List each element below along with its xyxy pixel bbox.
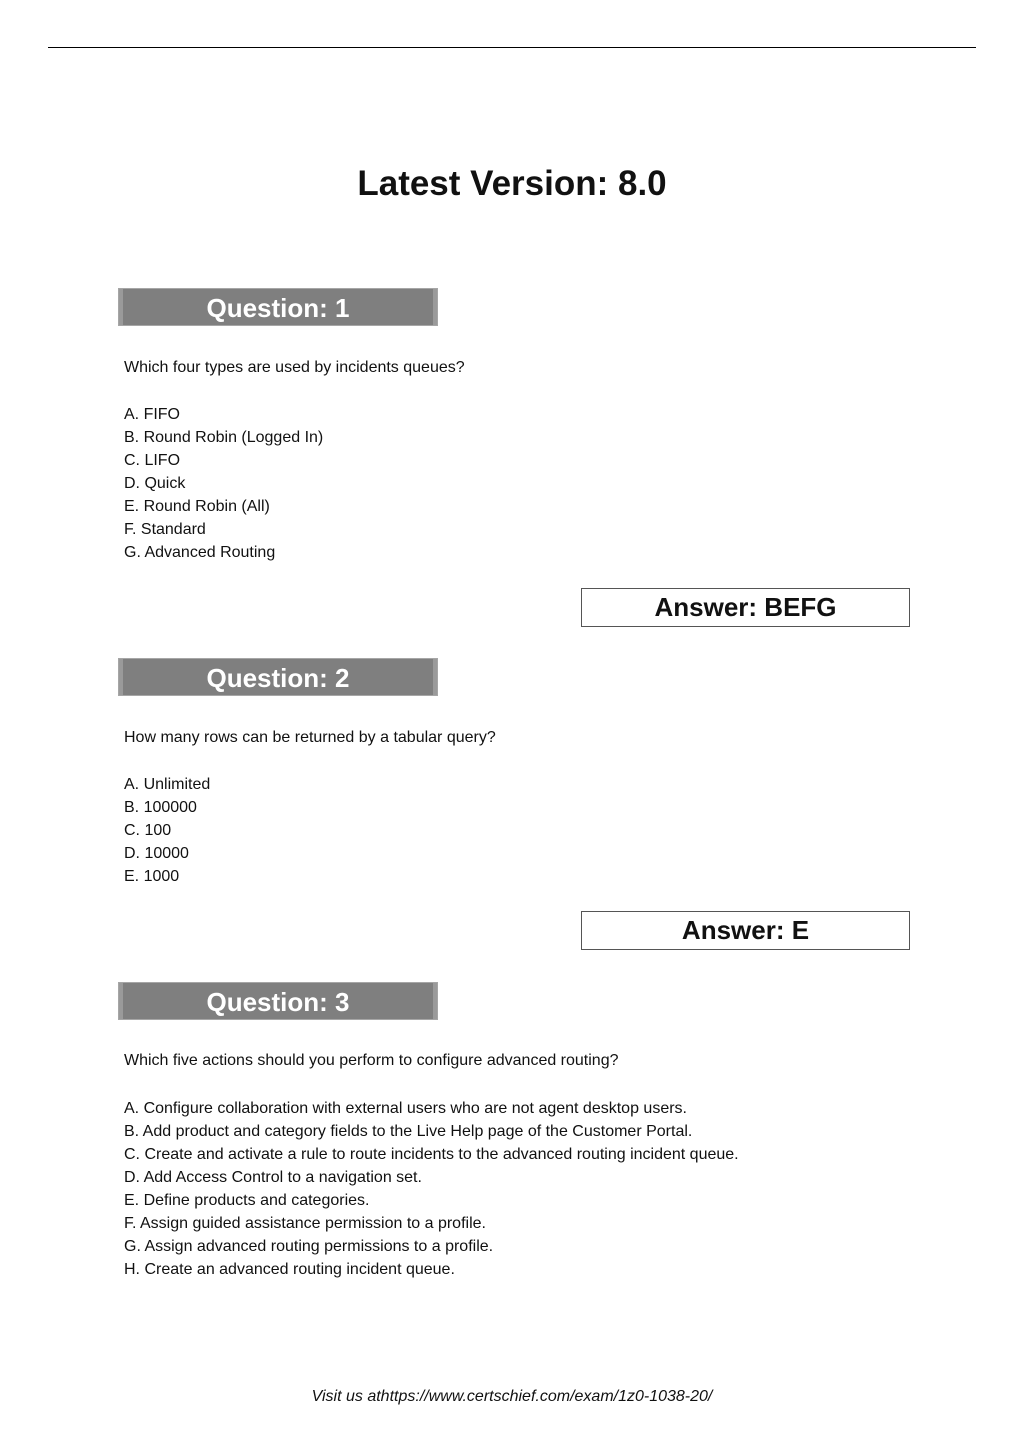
page-title: Latest Version: 8.0 (357, 164, 667, 203)
option-item: E. 1000 (124, 868, 180, 885)
footer-visit-link[interactable]: Visit us athttps://www.certschief.com/exam/1z0-1038-20/ (311, 1388, 713, 1405)
option-item: G. Assign advanced routing permissions to a profile. (124, 1238, 494, 1255)
option-item: E. Define products and categories. (124, 1192, 370, 1209)
option-item: G. Advanced Routing (124, 544, 276, 561)
option-item: C. 100 (124, 822, 172, 839)
option-item: B. 100000 (124, 799, 197, 816)
question-2-options (124, 773, 210, 888)
question-1-answer: Answer: BEFG (581, 588, 910, 627)
option-item: E. Round Robin (All) (124, 498, 270, 515)
option-item: B. Round Robin (Logged In) (124, 429, 324, 446)
question-1-header (118, 288, 438, 326)
question-2-header (118, 658, 438, 696)
question-3-header-label: Question: 3 (206, 987, 350, 1017)
option-item: D. Quick (124, 475, 186, 492)
question-1-text: Which four types are used by incidents queues? (124, 359, 465, 376)
question-3-header (118, 982, 438, 1020)
option-item: A. Configure collaboration with external users who are not agent desktop users. (124, 1100, 687, 1117)
question-2-answer: Answer: E (581, 911, 910, 950)
option-item: H. Create an advanced routing incident queue. (124, 1261, 455, 1278)
option-item: C. Create and activate a rule to route incidents to the advanced routing incident queue. (124, 1146, 739, 1163)
option-item: D. 10000 (124, 845, 189, 862)
question-3-text: Which five actions should you perform to configure advanced routing? (124, 1052, 619, 1069)
option-item: F. Standard (124, 521, 206, 538)
option-item: A. FIFO (124, 406, 180, 423)
question-2-text: How many rows can be returned by a tabular query? (124, 729, 496, 746)
top-rule (48, 47, 976, 48)
question-1-options (124, 403, 323, 564)
option-item: F. Assign guided assistance permission to a profile. (124, 1215, 486, 1232)
question-2-header-label: Question: 2 (206, 663, 350, 693)
question-3-options (124, 1097, 739, 1281)
option-item: A. Unlimited (124, 776, 211, 793)
option-item: C. LIFO (124, 452, 181, 469)
question-1-header-label: Question: 1 (206, 293, 350, 323)
option-item: D. Add Access Control to a navigation set. (124, 1169, 422, 1186)
option-item: B. Add product and category fields to the Live Help page of the Customer Portal. (124, 1123, 693, 1140)
